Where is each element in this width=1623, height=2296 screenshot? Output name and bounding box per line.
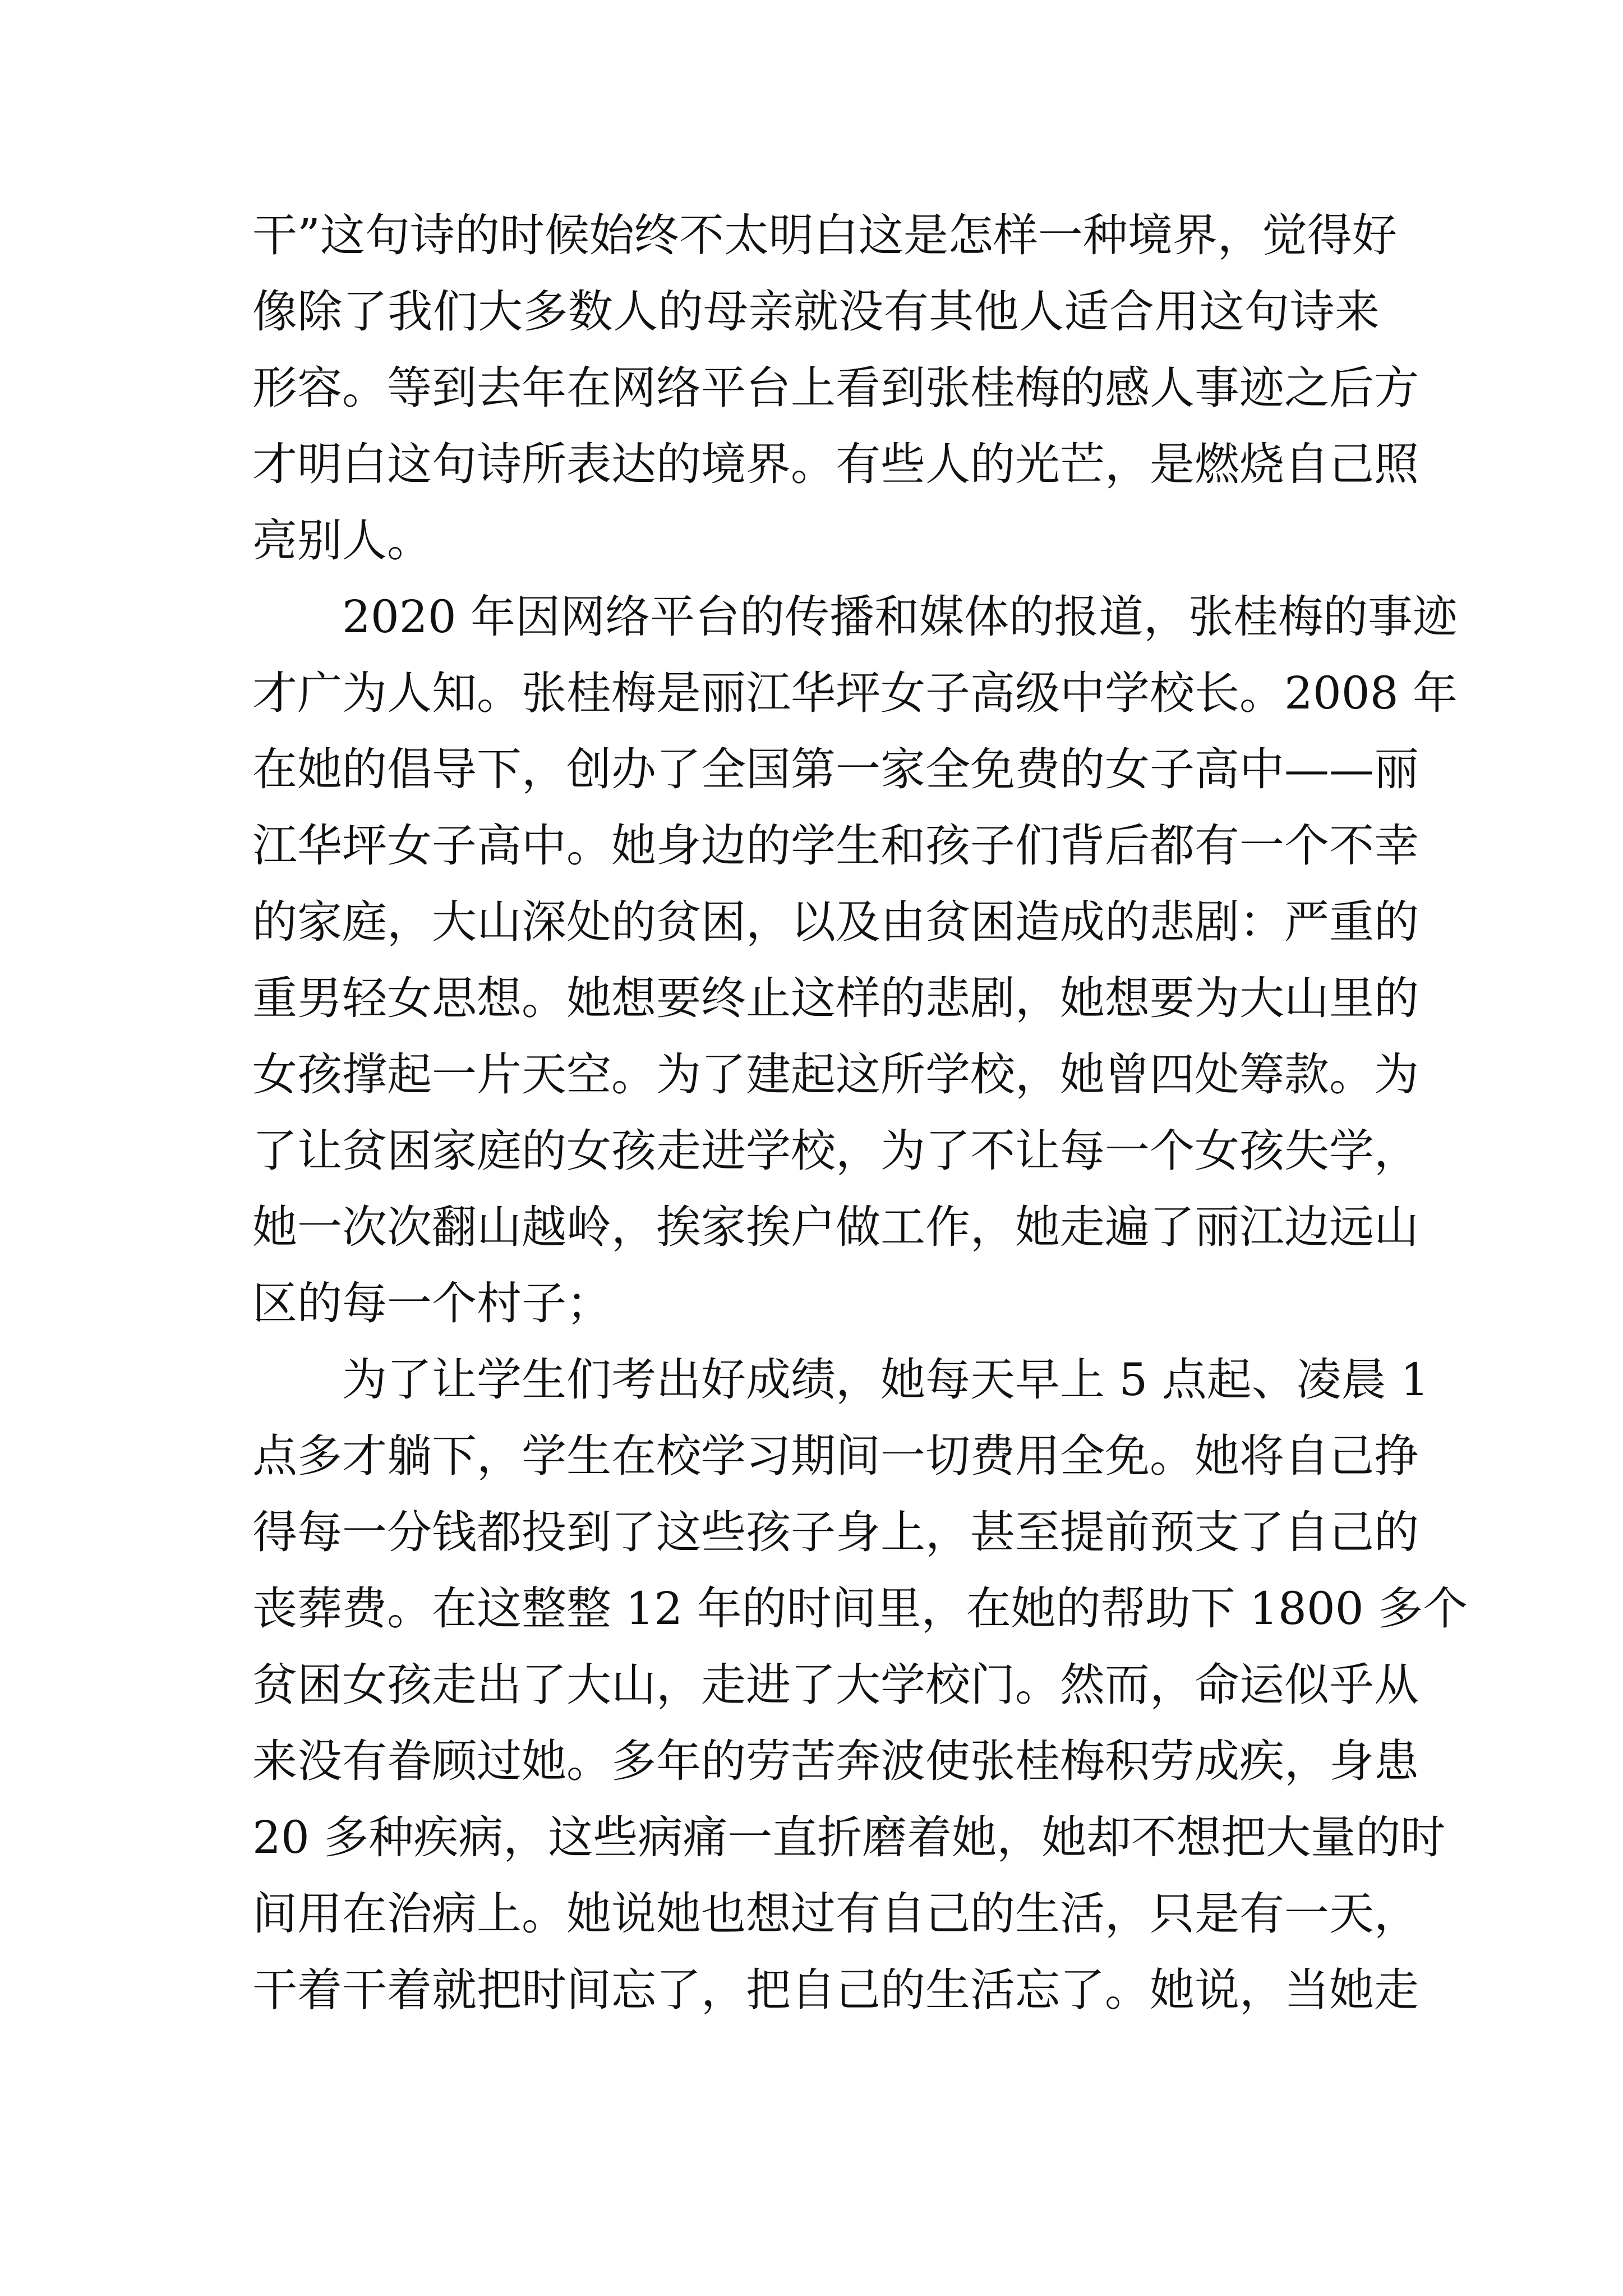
text-line: 江华坪女子高中。她身边的学生和孩子们背后都有一个不幸 (252, 820, 1419, 872)
text-line: 才广为人知。张桂梅是丽江华坪女子高级中学校长。2008 年 (252, 667, 1458, 719)
text-line: 形容。等到去年在网络平台上看到张桂梅的感人事迹之后方 (252, 362, 1419, 414)
text-line: 重男轻女思想。她想要终止这样的悲剧，她想要为大山里的 (252, 972, 1419, 1024)
text-line: 了让贫困家庭的女孩走进学校，为了不让每一个女孩失学， (252, 1125, 1419, 1177)
text-line: 丧葬费。在这整整 12 年的时间里，在她的帮助下 1800 多个 (252, 1582, 1468, 1635)
text-line: 得每一分钱都投到了这些孩子身上，甚至提前预支了自己的 (252, 1506, 1419, 1558)
text-line: 像除了我们大多数人的母亲就没有其他人适合用这句诗来 (252, 286, 1380, 338)
text-line: 的家庭，大山深处的贫困，以及由贫困造成的悲剧：严重的 (252, 896, 1419, 948)
text-line: 间用在治病上。她说她也想过有自己的生活，只是有一天， (252, 1888, 1419, 1940)
text-line: 女孩撑起一片天空。为了建起这所学校，她曾四处筹款。为 (252, 1048, 1419, 1101)
text-line: 来没有眷顾过她。多年的劳苦奔波使张桂梅积劳成疾，身患 (252, 1735, 1419, 1787)
text-line: 点多才躺下，学生在校学习期间一切费用全免。她将自己挣 (252, 1430, 1419, 1482)
text-line: 干着干着就把时间忘了，把自己的生活忘了。她说，当她走 (252, 1964, 1419, 2016)
text-line: 为了让学生们考出好成绩，她每天早上 5 点起、凌晨 1 (252, 1354, 1430, 1406)
text-line: 才明白这句诗所表达的境界。有些人的光芒，是燃烧自己照 (252, 438, 1419, 490)
text-line: 亮别人。 (252, 514, 432, 567)
text-line: 20 多种疾病，这些病痛一直折磨着她，她却不想把大量的时 (252, 1811, 1446, 1864)
text-line: 她一次次翻山越岭，挨家挨户做工作，她走遍了丽江边远山 (252, 1201, 1419, 1253)
text-line: 干”这句诗的时候始终不太明白这是怎样一种境界，觉得好 (252, 209, 1397, 261)
text-line: 贫困女孩走出了大山，走进了大学校门。然而，命运似乎从 (252, 1659, 1419, 1711)
text-line: 在她的倡导下，创办了全国第一家全免费的女子高中——丽 (252, 743, 1419, 795)
text-line: 区的每一个村子； (252, 1277, 611, 1329)
text-line: 2020 年因网络平台的传播和媒体的报道，张桂梅的事迹 (252, 591, 1458, 643)
